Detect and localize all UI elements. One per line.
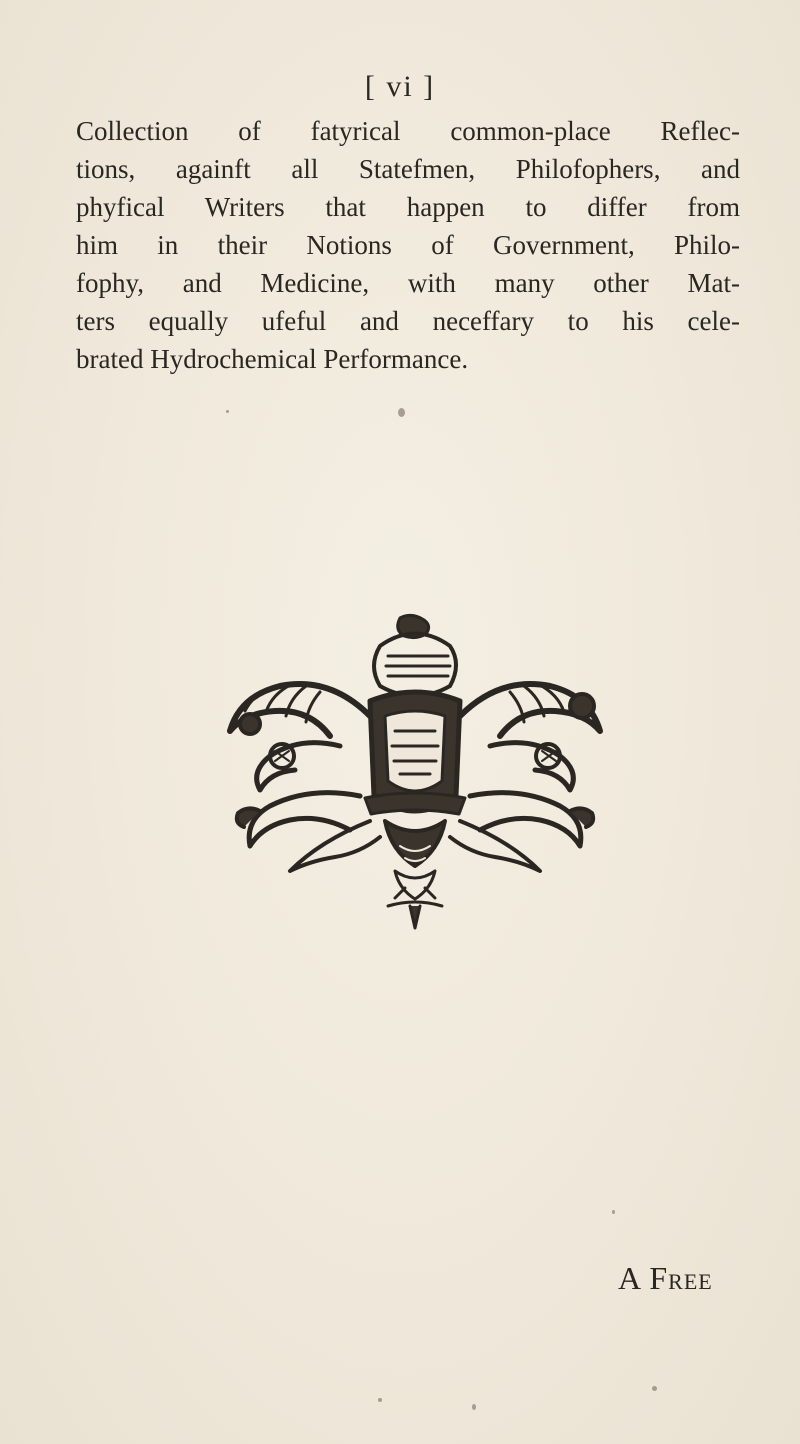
paper-speck <box>612 1210 615 1214</box>
text-line-1: Collection of fatyrical common-place Reflec- <box>76 116 740 146</box>
paper-speck <box>652 1386 657 1391</box>
paper-speck <box>472 1404 476 1410</box>
text-line-3: phyfical Writers that happen to differ from <box>76 192 740 222</box>
paper-speck <box>378 1398 382 1402</box>
catchword: A Free <box>618 1260 713 1296</box>
page-number: [ vi ] <box>364 70 436 103</box>
tailpiece-ornament <box>220 606 610 936</box>
paper-speck <box>226 410 229 413</box>
text-line-5: fophy, and Medicine, with many other Mat- <box>76 268 740 298</box>
body-paragraph <box>76 112 740 378</box>
text-line-4: him in their Notions of Government, Philo- <box>76 230 740 260</box>
text-line-7: brated Hydrochemical Performance. <box>76 344 469 374</box>
text-line-6: ters equally ufeful and neceffary to his cele- <box>76 306 740 336</box>
paper-speck <box>398 408 405 417</box>
text-line-2: tions, againft all Statefmen, Philofophers, and <box>76 154 740 184</box>
